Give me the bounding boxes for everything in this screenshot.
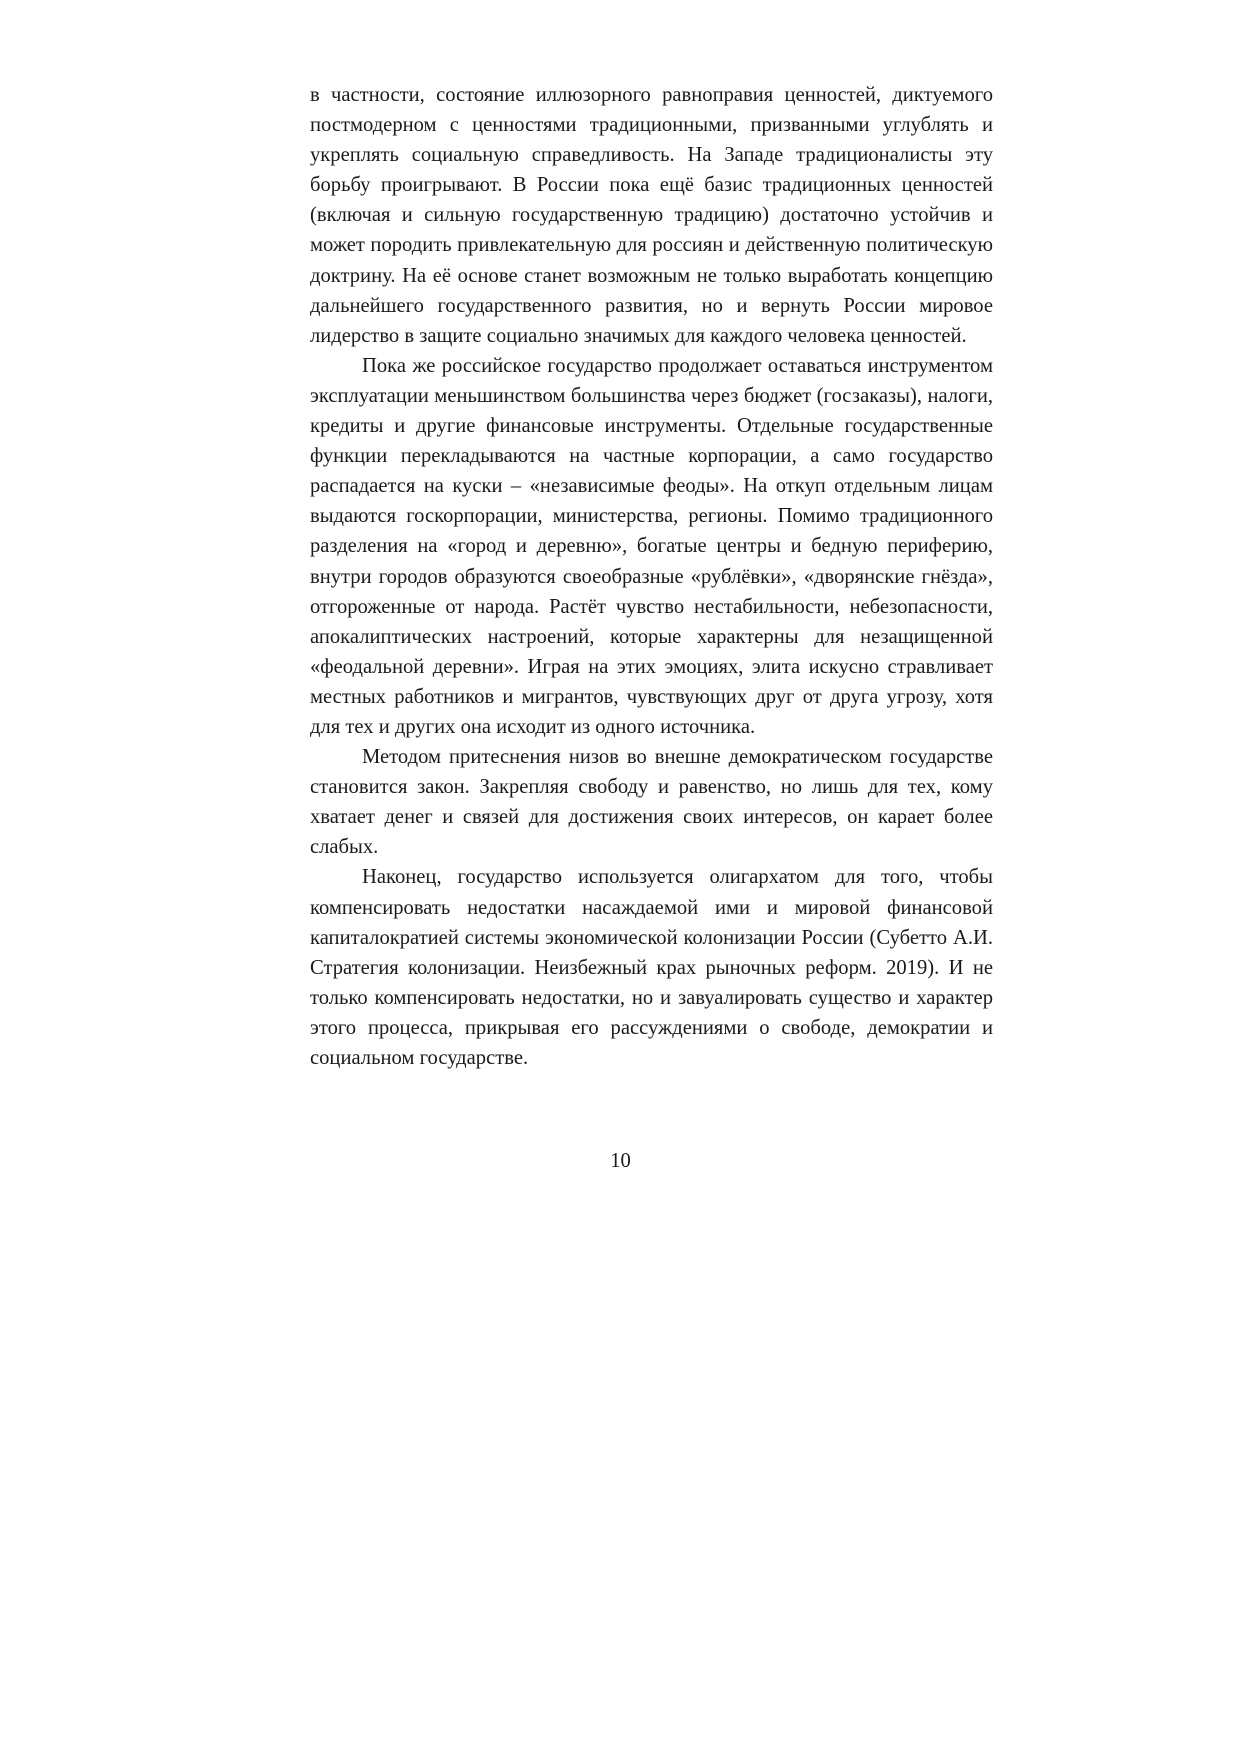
paragraph-2: Пока же российское государство продолжает оставаться инструментом эксплуатации меньшинством большинства через бюджет (госзаказы), налоги, кредиты и другие финансовые инструменты. Отдельные государственные функции перекладываются на частные корпорации, а само государство распадается на куски – «независимые феоды». На откуп отдельным лицам выдаются госкорпорации, министерства, регионы. Помимо традиционного разделения на «город и деревню», богатые центры и бедную периферию, внутри городов образуются своеобразные «рублёвки», «дворянские гнёзда», отгороженные от народа. Растёт чувство нестабильности, небезопасности, апокалиптических настроений, которые характерны для незащищенной «феодальной деревни». Играя на этих эмоциях, элита искусно стравливает местных работников и мигрантов, чувствующих друг от друга угрозу, хотя для тех и других она исходит из одного источника. — [310, 354, 993, 738]
body-text — [310, 80, 993, 1073]
paragraph-4: Наконец, государство используется олигархатом для того, чтобы компенсировать недостатки насаждаемой ими и мировой финансовой капиталократией системы экономической колонизации России (Субетто А.И. Стратегия колонизации. Неизбежный крах рыночных реформ. 2019). И не только компенсировать недостатки, но и завуалировать существо и характер этого процесса, прикрывая его рассуждениями о свободе, демократии и социальном государстве. — [310, 866, 993, 1069]
paragraph-3: Методом притеснения низов во внешне демократическом государстве становится закон. Закрепляя свободу и равенство, но лишь для тех, кому хватает денег и связей для достижения своих интересов, он карает более слабых. — [310, 746, 993, 859]
paragraph-1: в частности, состояние иллюзорного равноправия ценностей, диктуемого постмодерном с ценностями традиционными, призванными углублять и укреплять социальную справедливость. На Западе традиционалисты эту борьбу проигрывают. В России пока ещё базис традиционных ценностей (включая и сильную государственную традицию) достаточно устойчив и может породить привлекательную для россиян и действенную политическую доктрину. На её основе станет возможным не только выработать концепцию дальнейшего государственного развития, но и вернуть России мировое лидерство в защите социально значимых для каждого человека ценностей. — [310, 84, 993, 347]
page-number: 10 — [610, 1150, 631, 1172]
